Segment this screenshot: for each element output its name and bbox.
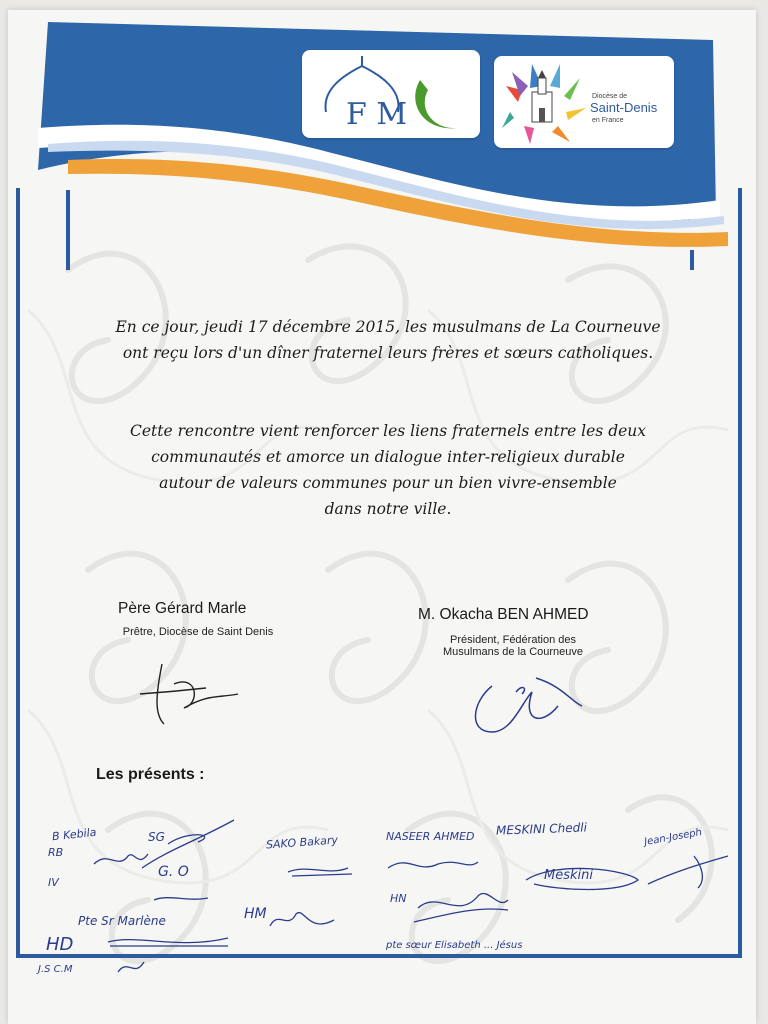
right-signer-role-line: Musulmans de la Courneuve — [442, 646, 584, 658]
certificate-sheet — [8, 10, 756, 1024]
attendee-signature: IV — [48, 876, 59, 889]
attendee-signature: pte sœur Elisabeth ... Jésus — [386, 940, 523, 951]
attendee-signature: J.S C.M — [38, 964, 73, 975]
attendee-signature: NASEER AHMED — [386, 830, 475, 843]
diocese-label-bottom: en France — [592, 117, 624, 124]
right-signer-name: M. Okacha BEN AHMED — [418, 606, 589, 623]
right-signature — [462, 662, 602, 742]
declaration-line: autour de valeurs communes pour un bien vivre-ensemble — [159, 474, 617, 492]
attendee-signature: MESKINI Chedli — [495, 820, 588, 838]
attendee-signature: HM — [244, 906, 267, 922]
left-signer-role: Prêtre, Diocèse de Saint Denis — [122, 626, 274, 638]
attendee-signature: SAKO Bakary — [265, 833, 339, 852]
attendee-signature: Pte Sr Marlène — [78, 914, 166, 928]
declaration-paragraph-1 — [68, 314, 708, 366]
declaration-line: Cette rencontre vient renforcer les liens fraternels entre les deux — [129, 422, 647, 440]
declaration-line: ont reçu lors d'un dîner fraternel leurs frères et sœurs catholiques. — [122, 344, 654, 362]
attendee-signature: HN — [390, 892, 407, 905]
attendee-signature-scribbles — [38, 810, 738, 990]
left-signer-name: Père Gérard Marle — [118, 600, 247, 617]
diocese-label-top: Diocèse de — [592, 93, 628, 100]
declaration-paragraph-2 — [68, 418, 708, 522]
presents-label: Les présents : — [96, 766, 205, 783]
fm-logo-text: F M — [346, 97, 408, 132]
attendee-signature: SG — [148, 830, 165, 844]
frame-top-edges — [8, 10, 756, 270]
attendee-signature: HD — [46, 934, 74, 955]
right-signer-role-line: Président, Fédération des — [450, 634, 576, 646]
attendee-signature: B Kebila — [51, 825, 98, 844]
declaration-line: communautés et amorce un dialogue inter-religieux durable — [151, 448, 625, 466]
attendee-signature: RB — [48, 846, 64, 859]
attendee-signature: Meskini — [544, 868, 593, 883]
right-signer-role — [428, 634, 598, 658]
attendee-signature: Jean-Joseph — [643, 827, 703, 848]
declaration-line: dans notre ville. — [324, 500, 452, 518]
attendee-signature: G. O — [158, 864, 189, 880]
left-signature — [128, 654, 258, 734]
declaration-line: En ce jour, jeudi 17 décembre 2015, les musulmans de La Courneuve — [115, 318, 661, 336]
diocese-label-main: Saint-Denis — [590, 100, 658, 115]
